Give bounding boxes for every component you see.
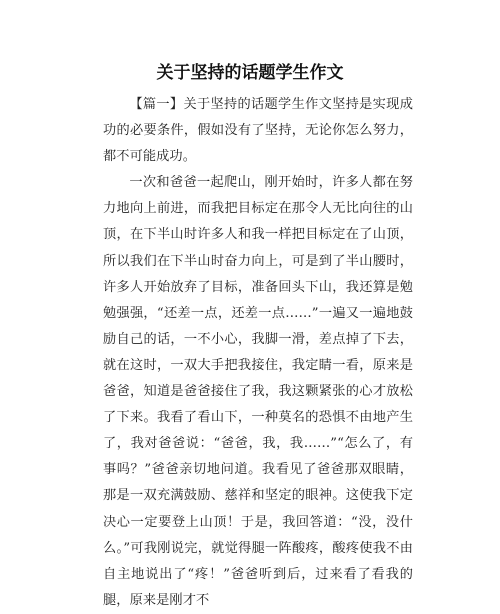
paragraph-2: 一次和爸爸一起爬山，刚开始时，许多人都在努力地向上前进，而我把目标定在那令人无比向往的山顶，在下半山时许多人和我一样把目标定在了山顶，所以我们在下半山时奋力向上，可是到了半山腰时，许多人开始放弃了目标，准备回头下山，我还算是勉勉强强，“还差一点，还差一点……”一遍又一遍地鼓励自己的话，一不小心，我脚一滑，差点掉了下去，就在这时，一双大手把我接住，我定睛一看，原来是爸爸，知道是爸爸接住了我，我这颗紧张的心才放松了下来。我看了看山下，一种莫名的恐惧不由地产生了，我对爸爸说：“爸爸，我，我……”“怎么了，有事吗？”爸爸亲切地问道。我看见了爸爸那双眼睛，那是一双充满鼓励、慈祥和坚定的眼神。这使我下定决心一定要登上山顶！于是，我回答道：“没，没什么。”可我刚说完，就觉得腿一阵酸疼，酸疼使我不由自主地说出了“疼！”爸爸听到后，过来看了看我的腿，原来是刚才不 <box>103 175 413 608</box>
document-title: 关于坚持的话题学生作文 <box>156 63 344 83</box>
paragraph-1: 【篇一】关于坚持的话题学生作文坚持是实现成功的必要条件，假如没有了坚持，无论你怎么努力，都不可能成功。 <box>103 97 413 165</box>
document-body <box>103 92 413 614</box>
